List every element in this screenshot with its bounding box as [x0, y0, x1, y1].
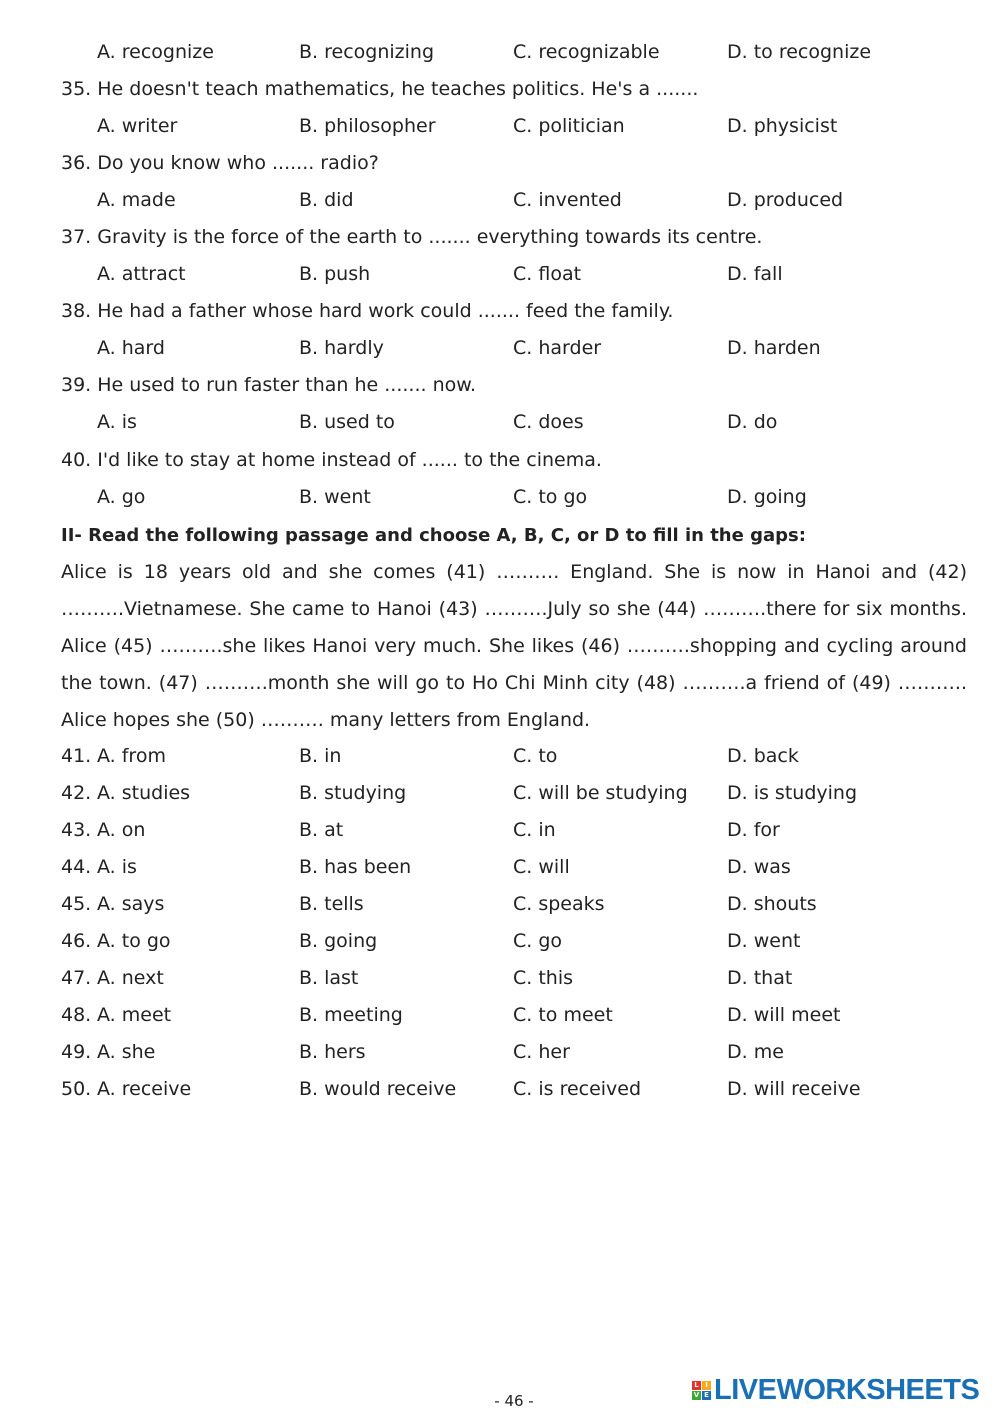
question-text: 35. He doesn't teach mathematics, he teaches politics. He's a .......: [61, 78, 699, 100]
option-a[interactable]: A. is: [97, 856, 137, 878]
option-a[interactable]: A. to go: [97, 930, 171, 952]
option-a[interactable]: A. meet: [97, 1004, 172, 1026]
option-d[interactable]: D. to recognize: [727, 41, 872, 63]
option-c[interactable]: C. to meet: [513, 1004, 613, 1026]
option-a[interactable]: A. next: [97, 967, 164, 989]
item-number: 41.: [61, 745, 92, 767]
option-b[interactable]: B. went: [299, 486, 371, 508]
option-a[interactable]: A. made: [97, 189, 176, 211]
option-c[interactable]: C. harder: [513, 337, 602, 359]
logo-tile: V: [693, 1390, 700, 1399]
option-d[interactable]: D. harden: [727, 337, 821, 359]
item-number: 48.: [61, 1004, 92, 1026]
option-c[interactable]: C. is received: [513, 1078, 642, 1100]
option-b[interactable]: B. studying: [299, 782, 407, 804]
option-a[interactable]: A. says: [97, 893, 165, 915]
option-a[interactable]: A. receive: [97, 1078, 192, 1100]
option-d[interactable]: D. is studying: [727, 782, 858, 804]
option-c[interactable]: C. recognizable: [513, 41, 660, 63]
option-c[interactable]: C. invented: [513, 189, 622, 211]
option-b[interactable]: B. going: [299, 930, 378, 952]
option-c[interactable]: C. will be studying: [513, 782, 688, 804]
option-c[interactable]: C. go: [513, 930, 563, 952]
option-a[interactable]: A. she: [97, 1041, 156, 1063]
item-number: 47.: [61, 967, 92, 989]
option-a[interactable]: A. recognize: [97, 41, 214, 63]
option-c[interactable]: C. float: [513, 263, 582, 285]
option-d[interactable]: D. produced: [727, 189, 844, 211]
option-b[interactable]: B. in: [299, 745, 342, 767]
option-b[interactable]: B. last: [299, 967, 359, 989]
question-text: 37. Gravity is the force of the earth to ....... everything towards its centre.: [61, 226, 763, 248]
option-b[interactable]: B. hers: [299, 1041, 366, 1063]
option-a[interactable]: A. on: [97, 819, 146, 841]
item-number: 45.: [61, 893, 92, 915]
option-d[interactable]: D. me: [727, 1041, 784, 1063]
option-c[interactable]: C. does: [513, 411, 584, 433]
question-text: 36. Do you know who ....... radio?: [61, 152, 379, 174]
option-c[interactable]: C. in: [513, 819, 556, 841]
option-a[interactable]: A. hard: [97, 337, 165, 359]
option-d[interactable]: D. do: [727, 411, 778, 433]
option-a[interactable]: A. studies: [97, 782, 191, 804]
option-d[interactable]: D. physicist: [727, 115, 838, 137]
option-a[interactable]: A. go: [97, 486, 146, 508]
logo-tiles-icon: [692, 1381, 711, 1400]
option-b[interactable]: B. hardly: [299, 337, 384, 359]
option-b[interactable]: B. push: [299, 263, 371, 285]
option-d[interactable]: D. was: [727, 856, 791, 878]
question-text: 38. He had a father whose hard work could ....... feed the family.: [61, 300, 674, 322]
option-c[interactable]: C. her: [513, 1041, 570, 1063]
option-d[interactable]: D. that: [727, 967, 793, 989]
logo-tile: E: [702, 1391, 711, 1400]
option-a[interactable]: A. is: [97, 411, 137, 433]
option-c[interactable]: C. to: [513, 745, 558, 767]
question-text: 39. He used to run faster than he ....... now.: [61, 374, 477, 396]
option-c[interactable]: C. this: [513, 967, 574, 989]
option-b[interactable]: B. at: [299, 819, 344, 841]
option-d[interactable]: D. for: [727, 819, 780, 841]
item-number: 43.: [61, 819, 92, 841]
option-b[interactable]: B. used to: [299, 411, 395, 433]
option-a[interactable]: A. from: [97, 745, 166, 767]
option-b[interactable]: B. did: [299, 189, 354, 211]
reading-passage: Alice is 18 years old and she comes (41) ………. England. She is now in Hanoi and (42) ……….Vietnamese. She came to Hanoi (43) ……….July so she (44) ……….there for six months. Alice (45) ……….she likes Hanoi very much. She likes (46) ……….shopping and cycling around the town. (47) ……….month she will go to Ho Chi Minh city (48) ……….a friend of (49) ……….. Alice hopes she (50) ………. many letters from England.: [61, 561, 967, 731]
logo-text: LIVEWORKSHEETS: [714, 1373, 980, 1406]
option-b[interactable]: B. meeting: [299, 1004, 403, 1026]
option-d[interactable]: D. shouts: [727, 893, 817, 915]
option-b[interactable]: B. philosopher: [299, 115, 436, 137]
option-c[interactable]: C. will: [513, 856, 570, 878]
option-b[interactable]: B. has been: [299, 856, 412, 878]
option-c[interactable]: C. politician: [513, 115, 625, 137]
option-d[interactable]: D. back: [727, 745, 799, 767]
option-b[interactable]: B. tells: [299, 893, 364, 915]
item-number: 42.: [61, 782, 92, 804]
item-number: 46.: [61, 930, 92, 952]
item-number: 44.: [61, 856, 92, 878]
option-d[interactable]: D. will receive: [727, 1078, 861, 1100]
option-d[interactable]: D. went: [727, 930, 801, 952]
logo-tile: I: [702, 1381, 711, 1390]
item-number: 50.: [61, 1078, 92, 1100]
option-c[interactable]: C. to go: [513, 486, 588, 508]
option-d[interactable]: D. going: [727, 486, 807, 508]
item-number: 49.: [61, 1041, 92, 1063]
option-d[interactable]: D. will meet: [727, 1004, 841, 1026]
option-b[interactable]: B. recognizing: [299, 41, 435, 63]
section-heading: II- Read the following passage and choose A, B, C, or D to fill in the gaps:: [61, 525, 806, 546]
option-b[interactable]: B. would receive: [299, 1078, 457, 1100]
liveworksheets-logo[interactable]: [692, 1375, 979, 1405]
question-text: 40. I'd like to stay at home instead of ...... to the cinema.: [61, 449, 602, 471]
logo-tile: L: [692, 1381, 701, 1390]
option-a[interactable]: A. attract: [97, 263, 186, 285]
option-c[interactable]: C. speaks: [513, 893, 605, 915]
option-a[interactable]: A. writer: [97, 115, 178, 137]
option-d[interactable]: D. fall: [727, 263, 783, 285]
page-number: - 46 -: [494, 1392, 534, 1410]
